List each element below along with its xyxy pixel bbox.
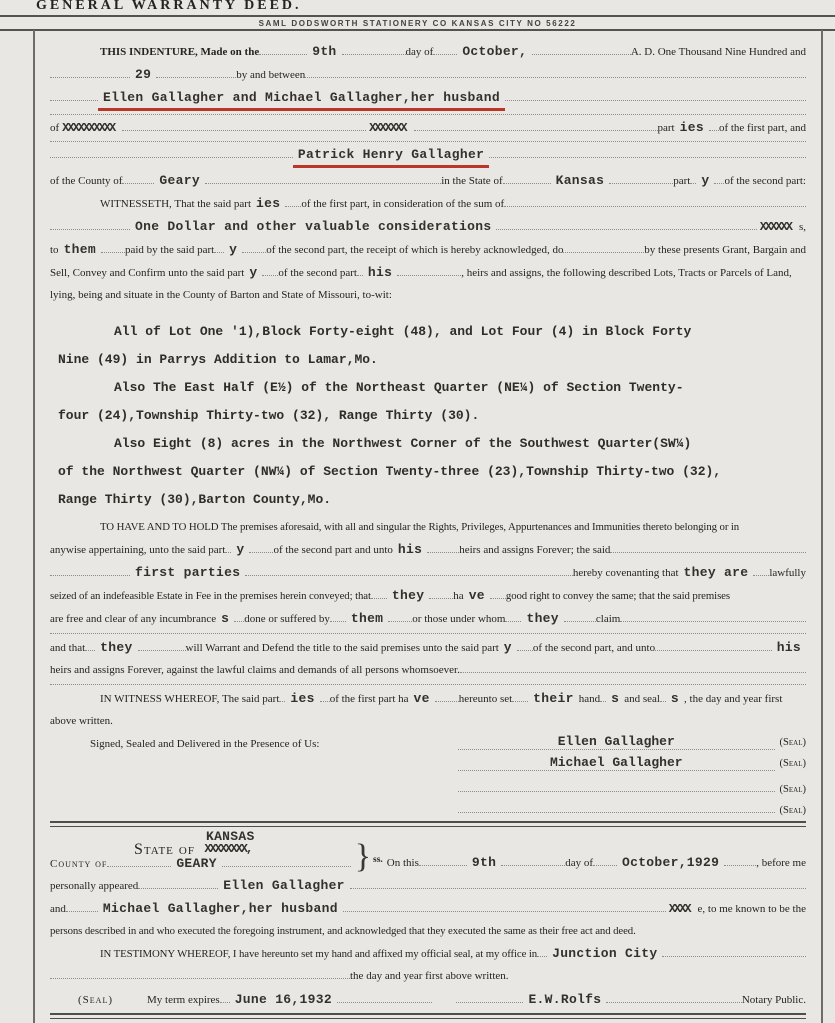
day-of-label: day of bbox=[405, 46, 434, 58]
dotted-leader bbox=[50, 229, 130, 230]
testimony-line bbox=[50, 944, 806, 964]
dotted-leader bbox=[50, 114, 806, 115]
personally-appeared-line bbox=[50, 876, 806, 896]
dotted-leader bbox=[593, 865, 617, 866]
dotted-leader bbox=[435, 701, 459, 702]
dotted-leader bbox=[460, 672, 806, 673]
under-whom-label: or those under whom bbox=[412, 613, 506, 625]
second-part-label: of the second part, and unto bbox=[532, 642, 656, 654]
y-value: y bbox=[236, 542, 245, 557]
persons-described-text: persons described in and who executed the foregoing instrument, and acknowledged that they executed the same as their free act and deed. bbox=[50, 925, 636, 937]
dotted-leader bbox=[433, 54, 457, 55]
signature-ellen: Ellen Gallagher bbox=[458, 734, 775, 750]
dotted-leader bbox=[50, 575, 130, 576]
ies-value: ies bbox=[290, 691, 315, 706]
and-label: and bbox=[50, 903, 66, 915]
on-this-line bbox=[387, 855, 806, 870]
in-state-label: in the State of bbox=[441, 175, 503, 187]
covenanting-label: hereby covenanting that bbox=[572, 567, 679, 579]
blank-dotted-line bbox=[50, 141, 806, 142]
testimony-label: IN TESTIMONY WHEREOF, I have hereunto set my hand and affixed my official seal, at my office in bbox=[100, 948, 538, 960]
dotted-leader bbox=[337, 1002, 432, 1003]
they-value: they bbox=[391, 588, 425, 603]
paid-by-label: paid by the said part bbox=[124, 244, 215, 256]
presence-label: Signed, Sealed and Delivered in the Presence of Us: bbox=[90, 738, 320, 750]
county-state-line bbox=[50, 171, 806, 191]
dotted-leader bbox=[724, 865, 756, 866]
s-value: s bbox=[221, 611, 230, 626]
warrant-line bbox=[50, 638, 806, 658]
signature-column bbox=[458, 734, 806, 818]
incumbrances-line bbox=[50, 609, 806, 629]
of-second-label: of the second part bbox=[278, 267, 357, 279]
their-value: their bbox=[533, 691, 574, 706]
them-value: them bbox=[350, 611, 384, 626]
dotted-leader bbox=[138, 650, 186, 651]
dotted-leader bbox=[262, 275, 278, 276]
ies-value: ies bbox=[679, 120, 704, 135]
presents-label: by these presents Grant, Bargain and bbox=[644, 244, 806, 256]
above-written-line bbox=[50, 712, 806, 731]
dotted-leader bbox=[242, 252, 266, 253]
in-witness-line bbox=[50, 689, 806, 709]
indenture-line-2 bbox=[50, 65, 806, 85]
dotted-leader bbox=[122, 183, 154, 184]
struck-out-text: XXXXXXX bbox=[369, 121, 406, 135]
signature-row bbox=[458, 797, 806, 818]
dotted-leader bbox=[138, 888, 218, 889]
state-row bbox=[50, 830, 351, 856]
dotted-leader bbox=[427, 552, 459, 553]
dotted-leader bbox=[397, 275, 461, 276]
dotted-leader bbox=[249, 552, 273, 553]
dotted-leader bbox=[429, 598, 453, 599]
ss-brace bbox=[351, 838, 387, 875]
legal-line: of the Northwest Quarter (NW¼) of Section Twenty-three (23),Township Thirty-two (32), bbox=[58, 464, 722, 479]
them-value: them bbox=[63, 242, 96, 257]
signature-blank bbox=[458, 797, 775, 813]
dollars-remnant: s, bbox=[798, 221, 806, 233]
dotted-leader bbox=[320, 701, 330, 702]
appeared-name-2: Michael Gallagher,her husband bbox=[102, 901, 338, 916]
notary-venue bbox=[50, 829, 806, 875]
seal-label: (Seal) bbox=[779, 784, 806, 795]
free-clear-label: are free and clear of any incumbrance bbox=[50, 613, 217, 625]
signature-row bbox=[458, 776, 806, 797]
legal-line: Nine (49) in Parrys Addition to Lamar,Mo. bbox=[58, 352, 378, 367]
y-value: y bbox=[503, 640, 512, 655]
dotted-leader bbox=[330, 621, 346, 622]
they-are-value: they are bbox=[683, 565, 749, 580]
to-label: to bbox=[50, 244, 59, 256]
sell-convey-line bbox=[50, 263, 806, 283]
heirs-forever-label: heirs and assigns Forever, against the lawful claims and demands of all persons whomsoever. bbox=[50, 664, 460, 676]
term-date-value: June 16,1932 bbox=[234, 992, 332, 1007]
and-that-label: and that bbox=[50, 642, 86, 654]
consideration-value: One Dollar and other valuable considerations bbox=[135, 219, 492, 234]
first-part-line bbox=[50, 118, 806, 138]
witnesseth-tail: of the first part, in consideration of the sum of bbox=[301, 198, 505, 210]
dotted-leader bbox=[414, 130, 658, 131]
dotted-leader bbox=[342, 54, 406, 55]
dotted-leader bbox=[662, 956, 806, 957]
notary-term-line bbox=[50, 990, 806, 1010]
indenture-line-1 bbox=[50, 42, 806, 62]
dotted-leader bbox=[50, 978, 350, 979]
whomsoever-line bbox=[50, 661, 806, 680]
struck-out-text: XXXXXXXXXX bbox=[62, 121, 115, 135]
of-county-label: of the County of bbox=[50, 175, 123, 187]
dotted-leader bbox=[490, 598, 506, 599]
dotted-leader bbox=[285, 206, 301, 207]
month-value: October, bbox=[462, 44, 528, 59]
dotted-leader bbox=[714, 183, 724, 184]
dotted-leader bbox=[512, 701, 528, 702]
day-year-label: , the day and year first bbox=[684, 693, 783, 705]
dotted-leader bbox=[343, 911, 666, 912]
dotted-leader bbox=[504, 206, 806, 207]
appertaining-label: anywise appertaining, unto the said part bbox=[50, 544, 226, 556]
county-typed-geary: GEARY bbox=[176, 856, 217, 871]
dotted-leader bbox=[350, 888, 806, 889]
dotted-leader bbox=[532, 54, 631, 55]
ss-label: ss. bbox=[373, 855, 383, 865]
dotted-leader bbox=[388, 621, 412, 622]
deed-body bbox=[33, 30, 823, 1023]
dotted-leader bbox=[496, 229, 756, 230]
his-value: his bbox=[367, 265, 393, 280]
stationery-stamp: SAML DODSWORTH STATIONERY CO KANSAS CITY NO 56222 bbox=[258, 19, 577, 28]
first-parties-line bbox=[50, 563, 806, 583]
dotted-leader bbox=[50, 77, 130, 78]
personally-label: personally appeared bbox=[50, 880, 139, 892]
dotted-leader bbox=[501, 865, 565, 866]
part2-label: part bbox=[673, 175, 691, 187]
forever-label: heirs and assigns Forever; the said bbox=[459, 544, 611, 556]
unto-label: of the second part and unto bbox=[273, 544, 393, 556]
receipt-label: of the second part, the receipt of which is hereby acknowledged, do bbox=[266, 244, 564, 256]
signature-section bbox=[50, 734, 806, 818]
seal-label: (Seal) bbox=[779, 805, 806, 816]
struck-out-state: XXXXXXXX, bbox=[204, 842, 252, 856]
legal-line: Also Eight (8) acres in the Northwest Corner of the Southwest Quarter(SW¼) bbox=[114, 436, 692, 451]
struck-out-text: XXXXXX bbox=[759, 220, 791, 234]
consideration-line bbox=[50, 217, 806, 237]
notary-signature: E.W.Rolfs bbox=[528, 992, 602, 1007]
legal-description bbox=[50, 308, 806, 518]
suffered-label: done or suffered by bbox=[244, 613, 330, 625]
dotted-leader bbox=[50, 684, 806, 685]
dotted-leader bbox=[505, 100, 806, 101]
dotted-leader bbox=[259, 54, 307, 55]
y-value: y bbox=[229, 242, 238, 257]
dotted-leader bbox=[50, 141, 806, 142]
heirs-label: , heirs and assigns, the following described Lots, Tracts or Parcels of Land, bbox=[461, 267, 792, 279]
s-value: s bbox=[611, 691, 620, 706]
grantors-names: Ellen Gallagher and Michael Gallagher,her husband bbox=[98, 88, 505, 111]
dotted-leader bbox=[606, 1002, 741, 1003]
situate-label: lying, being and situate in the County of Barton and State of Missouri, to-wit: bbox=[50, 289, 392, 301]
part-label: part bbox=[657, 122, 675, 134]
legal-line: four (24),Township Thirty-two (32), Range Thirty (30). bbox=[58, 408, 480, 423]
y-value: y bbox=[701, 173, 710, 188]
dotted-leader bbox=[610, 552, 806, 553]
dotted-leader bbox=[122, 130, 366, 131]
dotted-leader bbox=[205, 183, 441, 184]
seal-label: (Seal) bbox=[779, 737, 806, 748]
dotted-leader bbox=[305, 77, 806, 78]
witness-lead: IN WITNESS WHEREOF, The said part bbox=[100, 693, 280, 705]
paid-by-line bbox=[50, 240, 806, 260]
ha-label: ha bbox=[453, 590, 464, 602]
dotted-leader bbox=[66, 911, 98, 912]
and-seal-label: and seal bbox=[624, 693, 660, 705]
dotted-leader bbox=[517, 650, 533, 651]
dotted-leader bbox=[456, 1002, 524, 1003]
to-have-line-2 bbox=[50, 540, 806, 560]
dotted-leader bbox=[655, 650, 772, 651]
dotted-leader bbox=[245, 575, 573, 576]
blank-dotted-line bbox=[50, 114, 806, 115]
s-value: s bbox=[670, 691, 680, 706]
term-expires-label: My term expires bbox=[147, 994, 220, 1006]
first-part-label: of the first part, and bbox=[718, 122, 806, 134]
they-value: they bbox=[100, 640, 133, 655]
hand-label: hand bbox=[578, 693, 601, 705]
county-row bbox=[50, 856, 351, 872]
dotted-leader bbox=[214, 252, 224, 253]
dotted-leader bbox=[753, 575, 769, 576]
dotted-leader bbox=[220, 1002, 230, 1003]
dotted-leader bbox=[107, 866, 171, 867]
legal-line: All of Lot One '1),Block Forty-eight (48), and Lot Four (4) in Block Forty bbox=[114, 324, 692, 339]
signature-row bbox=[458, 755, 806, 776]
office-city-value: Junction City bbox=[552, 946, 658, 961]
signature-michael: Michael Gallagher bbox=[458, 755, 775, 771]
date-value: October,1929 bbox=[622, 855, 720, 870]
indenture-lead: THIS INDENTURE, Made on the bbox=[100, 46, 260, 58]
and-appeared-line bbox=[50, 899, 806, 919]
dotted-leader bbox=[85, 650, 95, 651]
signature-blank bbox=[458, 776, 775, 792]
page-title: GENERAL WARRANTY DEED. bbox=[36, 0, 302, 13]
day-of-label: day of bbox=[565, 857, 593, 869]
dotted-leader bbox=[489, 157, 806, 158]
dotted-leader bbox=[505, 621, 521, 622]
between-label: by and between bbox=[236, 69, 306, 81]
dotted-leader bbox=[50, 633, 806, 634]
dotted-leader bbox=[564, 621, 596, 622]
his-value: his bbox=[776, 640, 801, 655]
state-value: Kansas bbox=[555, 173, 605, 188]
grantee-name: Patrick Henry Gallagher bbox=[293, 145, 489, 168]
dotted-leader bbox=[50, 157, 293, 158]
day-value: 9th bbox=[471, 855, 497, 870]
legal-line: Range Thirty (30),Barton County,Mo. bbox=[58, 492, 332, 507]
state-of-label: State of bbox=[134, 841, 195, 858]
second-part-label: of the second part: bbox=[724, 175, 806, 187]
section-divider bbox=[50, 821, 806, 827]
signature-row bbox=[458, 734, 806, 755]
witnesseth-lead: WITNESSETH, That the said part bbox=[100, 198, 252, 210]
blank-dotted-line bbox=[50, 633, 806, 634]
to-have-line-1 bbox=[50, 518, 806, 537]
seized-line bbox=[50, 586, 806, 606]
venue-left bbox=[50, 830, 351, 872]
sell-label: Sell, Convey and Confirm unto the said part bbox=[50, 267, 245, 279]
dotted-leader bbox=[537, 956, 547, 957]
seized-label: seized of an indefeasible Estate in Fee in the premises herein conveyed; that bbox=[50, 590, 371, 602]
notary-public-label: Notary Public. bbox=[741, 994, 806, 1006]
day-year-written-line bbox=[50, 967, 806, 986]
dotted-leader bbox=[156, 77, 236, 78]
dotted-leader bbox=[620, 621, 806, 622]
claim-label: claim bbox=[595, 613, 621, 625]
dotted-leader bbox=[709, 130, 719, 131]
year-value: 29 bbox=[135, 67, 152, 82]
hereunto-label: hereunto set bbox=[458, 693, 513, 705]
dotted-leader bbox=[50, 100, 98, 101]
county-of-label: County of bbox=[50, 858, 108, 870]
grantors-line bbox=[50, 88, 806, 111]
of-label: of bbox=[50, 122, 60, 134]
seal-label: (Seal) bbox=[779, 758, 806, 769]
struck-out-text: XXXX bbox=[668, 902, 690, 916]
ies-value: ies bbox=[256, 196, 281, 211]
ha-label: of the first part ha bbox=[329, 693, 409, 705]
brace-glyph: } bbox=[354, 838, 372, 875]
to-have-text: TO HAVE AND TO HOLD The premises aforesaid, with all and singular the Rights, Privileges, Appurtenances and Immunities thereto belonging or in bbox=[100, 521, 740, 533]
grantee-line bbox=[50, 145, 806, 168]
lawfully-label: lawfully bbox=[769, 567, 806, 579]
dotted-leader bbox=[563, 252, 644, 253]
day-year-written-label: the day and year first above written. bbox=[350, 970, 509, 982]
state-correction bbox=[201, 830, 260, 856]
witnesseth-line bbox=[50, 194, 806, 214]
ad-label: A. D. One Thousand Nine Hundred and bbox=[630, 46, 806, 58]
blank-dotted-line bbox=[50, 684, 806, 685]
good-right-label: good right to convey the same; that the said premises bbox=[505, 590, 730, 602]
dotted-leader bbox=[222, 866, 351, 867]
day-value: 9th bbox=[312, 44, 337, 59]
dotted-leader bbox=[101, 252, 125, 253]
persons-described-line bbox=[50, 922, 806, 941]
dotted-leader bbox=[503, 183, 551, 184]
dotted-leader bbox=[419, 865, 467, 866]
bottom-rule bbox=[50, 1013, 806, 1019]
ve-value: ve bbox=[468, 588, 485, 603]
legal-line: Also The East Half (E½) of the Northeast Quarter (NE¼) of Section Twenty- bbox=[114, 380, 684, 395]
they-value: they bbox=[526, 611, 559, 626]
seal-label: (Seal) bbox=[78, 994, 113, 1006]
y-value: y bbox=[249, 265, 258, 280]
his-value: his bbox=[397, 542, 423, 557]
known-to-be-label: e, to me known to be the bbox=[697, 903, 806, 915]
above-written-label: above written. bbox=[50, 715, 113, 727]
appeared-name-1: Ellen Gallagher bbox=[223, 878, 345, 893]
dotted-leader bbox=[234, 621, 244, 622]
county-value: Geary bbox=[159, 173, 200, 188]
state-typed-kansas: KANSAS bbox=[205, 829, 255, 844]
situate-line bbox=[50, 286, 806, 305]
dotted-leader bbox=[609, 183, 673, 184]
ve-value: ve bbox=[413, 691, 430, 706]
first-parties-value: first parties bbox=[135, 565, 241, 580]
on-this-label: On this bbox=[386, 857, 419, 869]
will-warrant-label: will Warrant and Defend the title to the said premises unto the said part bbox=[185, 642, 499, 654]
dotted-leader bbox=[371, 598, 387, 599]
before-me-label: , before me bbox=[756, 857, 806, 869]
